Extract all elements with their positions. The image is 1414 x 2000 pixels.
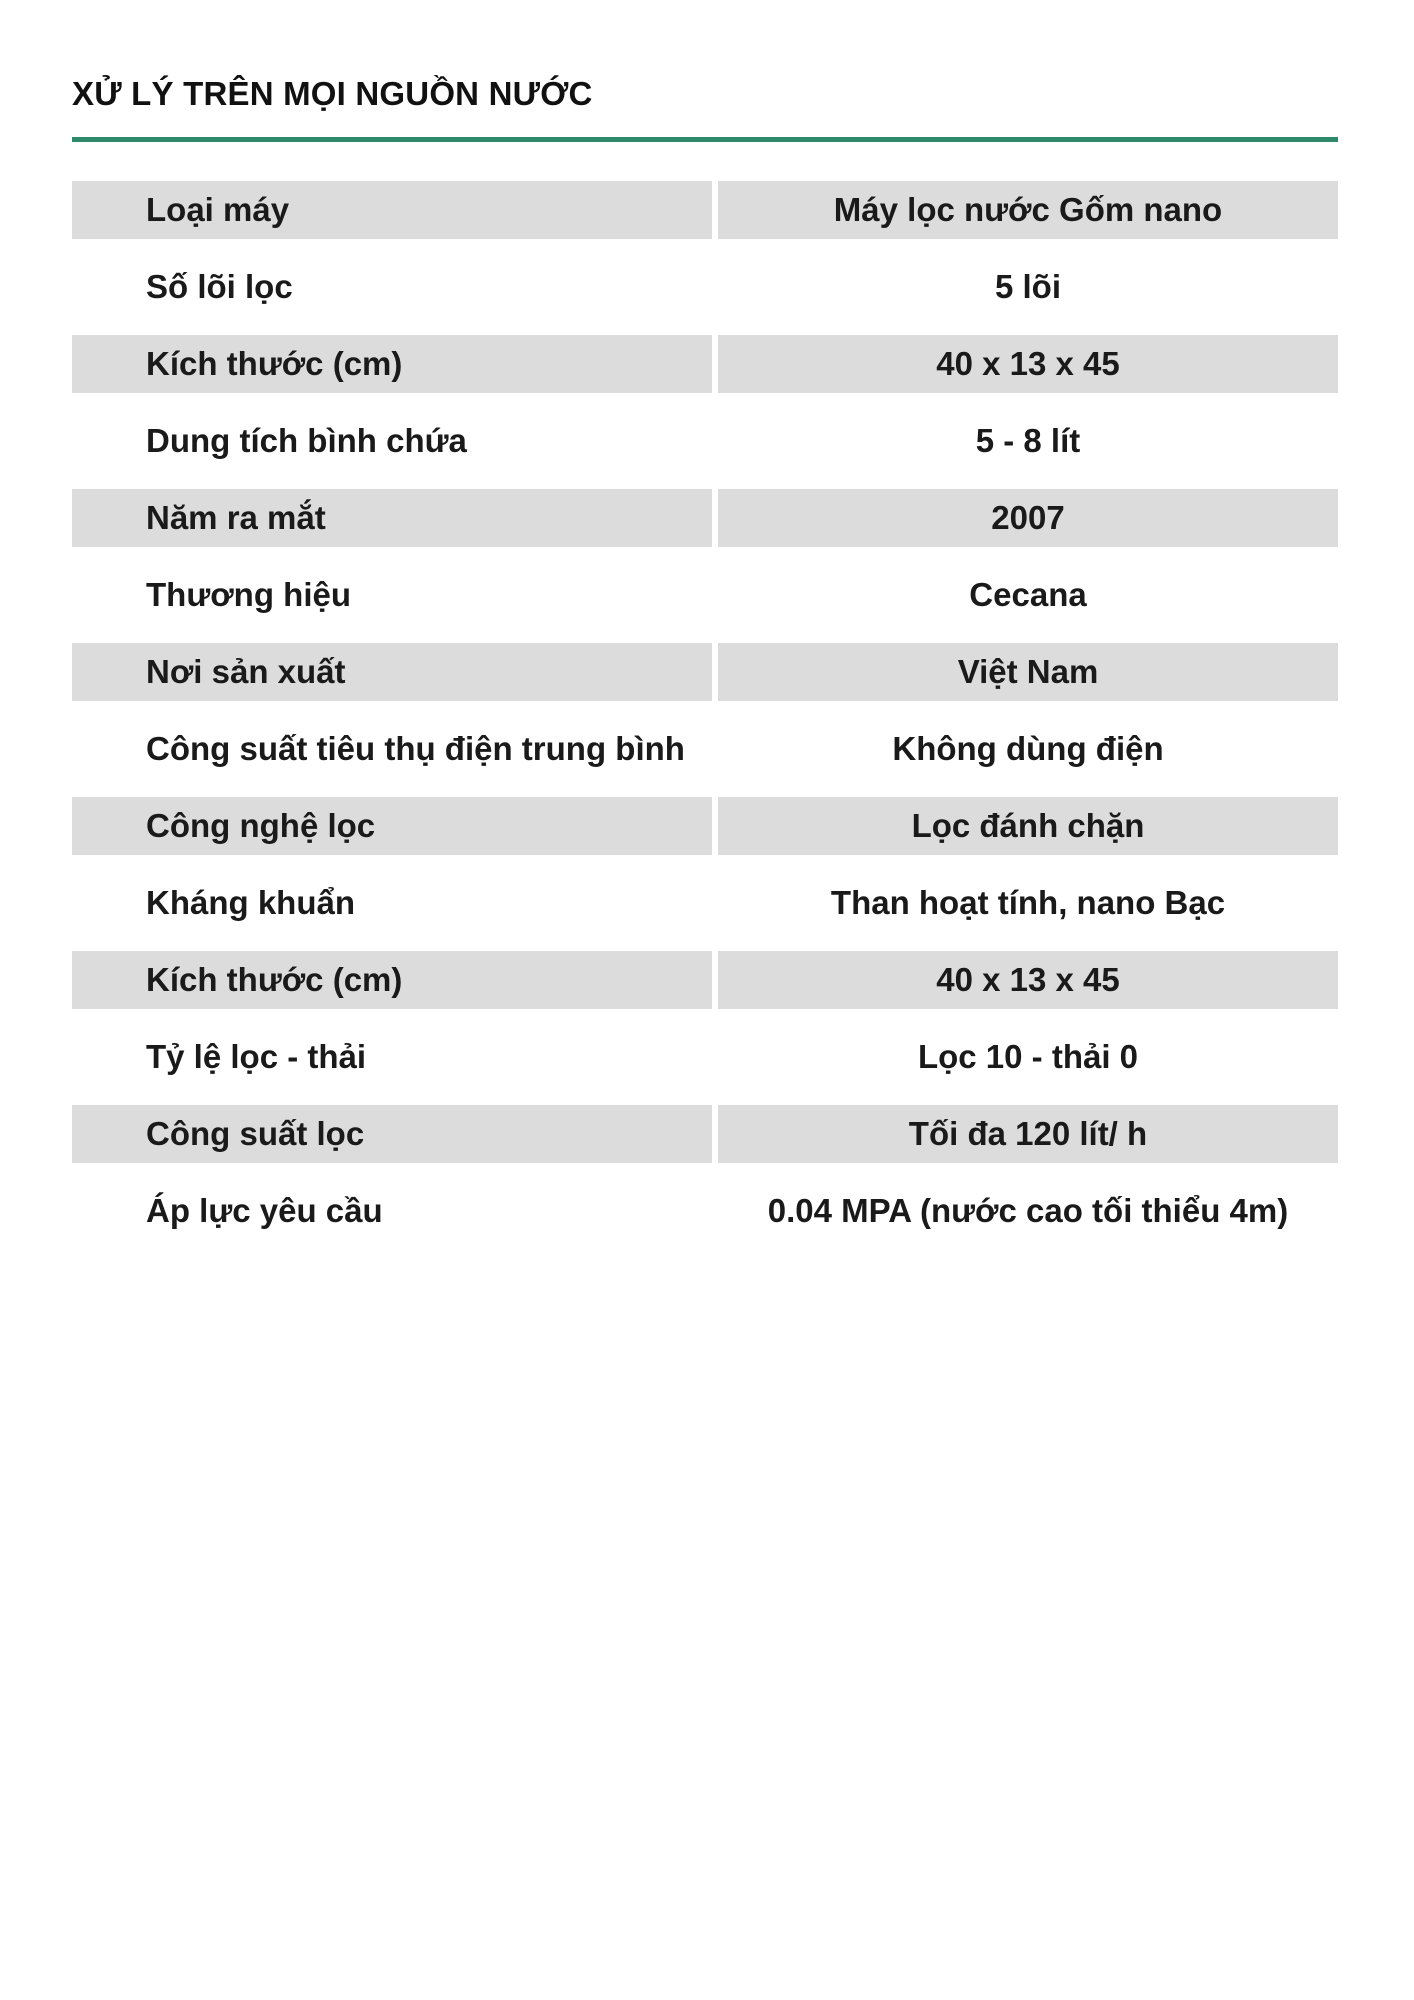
spec-value: 5 - 8 lít (975, 422, 1081, 459)
spec-label: Dung tích bình chứa (146, 422, 467, 459)
spec-label: Tỷ lệ lọc - thải (146, 1038, 367, 1075)
spec-label: Kích thước (cm) (72, 951, 712, 1009)
spec-value: Than hoạt tính, nano Bạc (830, 884, 1226, 921)
spec-row-required-pressure (72, 1182, 1338, 1240)
spec-row-filter-waste-ratio (72, 1028, 1338, 1086)
spec-row-tank-capacity (72, 412, 1338, 470)
spec-label: Năm ra mắt (72, 489, 712, 547)
spec-value: 0.04 MPA (nước cao tối thiểu 4m) (767, 1192, 1289, 1229)
spec-row-machine-type (72, 181, 1338, 239)
spec-label: Công nghệ lọc (72, 797, 712, 855)
spec-value: Lọc đánh chặn (718, 797, 1338, 855)
spec-label: Áp lực yêu cầu (146, 1192, 383, 1229)
spec-label: Số lõi lọc (146, 268, 293, 305)
spec-value: 40 x 13 x 45 (718, 335, 1338, 393)
spec-value: 40 x 13 x 45 (718, 951, 1338, 1009)
spec-row-filter-capacity (72, 1105, 1338, 1163)
spec-label: Loại máy (72, 181, 712, 239)
spec-value: Việt Nam (718, 643, 1338, 701)
spec-label: Công suất lọc (72, 1105, 712, 1163)
spec-label: Kháng khuẩn (146, 884, 356, 921)
spec-label: Thương hiệu (146, 576, 351, 613)
spec-label: Kích thước (cm) (72, 335, 712, 393)
spec-row-filter-cores (72, 258, 1338, 316)
spec-label: Nơi sản xuất (72, 643, 712, 701)
page-title: XỬ LÝ TRÊN MỌI NGUỒN NƯỚC (72, 75, 593, 112)
spec-value: Cecana (969, 576, 1087, 613)
spec-row-origin (72, 643, 1338, 701)
spec-value: 5 lõi (994, 268, 1062, 305)
spec-row-dimensions (72, 335, 1338, 393)
title-divider (72, 137, 1338, 142)
spec-value: Lọc 10 - thải 0 (917, 1038, 1139, 1075)
spec-row-brand (72, 566, 1338, 624)
spec-row-antibacterial (72, 874, 1338, 932)
spec-row-launch-year (72, 489, 1338, 547)
spec-value: Không dùng điện (892, 730, 1164, 767)
spec-row-power-consumption (72, 720, 1338, 778)
spec-label: Công suất tiêu thụ điện trung bình (146, 730, 685, 767)
spec-value: Tối đa 120 lít/ h (718, 1105, 1338, 1163)
spec-row-dimensions-repeat (72, 951, 1338, 1009)
spec-table (72, 181, 1338, 1240)
spec-value: 2007 (718, 489, 1338, 547)
spec-value: Máy lọc nước Gốm nano (718, 181, 1338, 239)
spec-row-filter-technology (72, 797, 1338, 855)
